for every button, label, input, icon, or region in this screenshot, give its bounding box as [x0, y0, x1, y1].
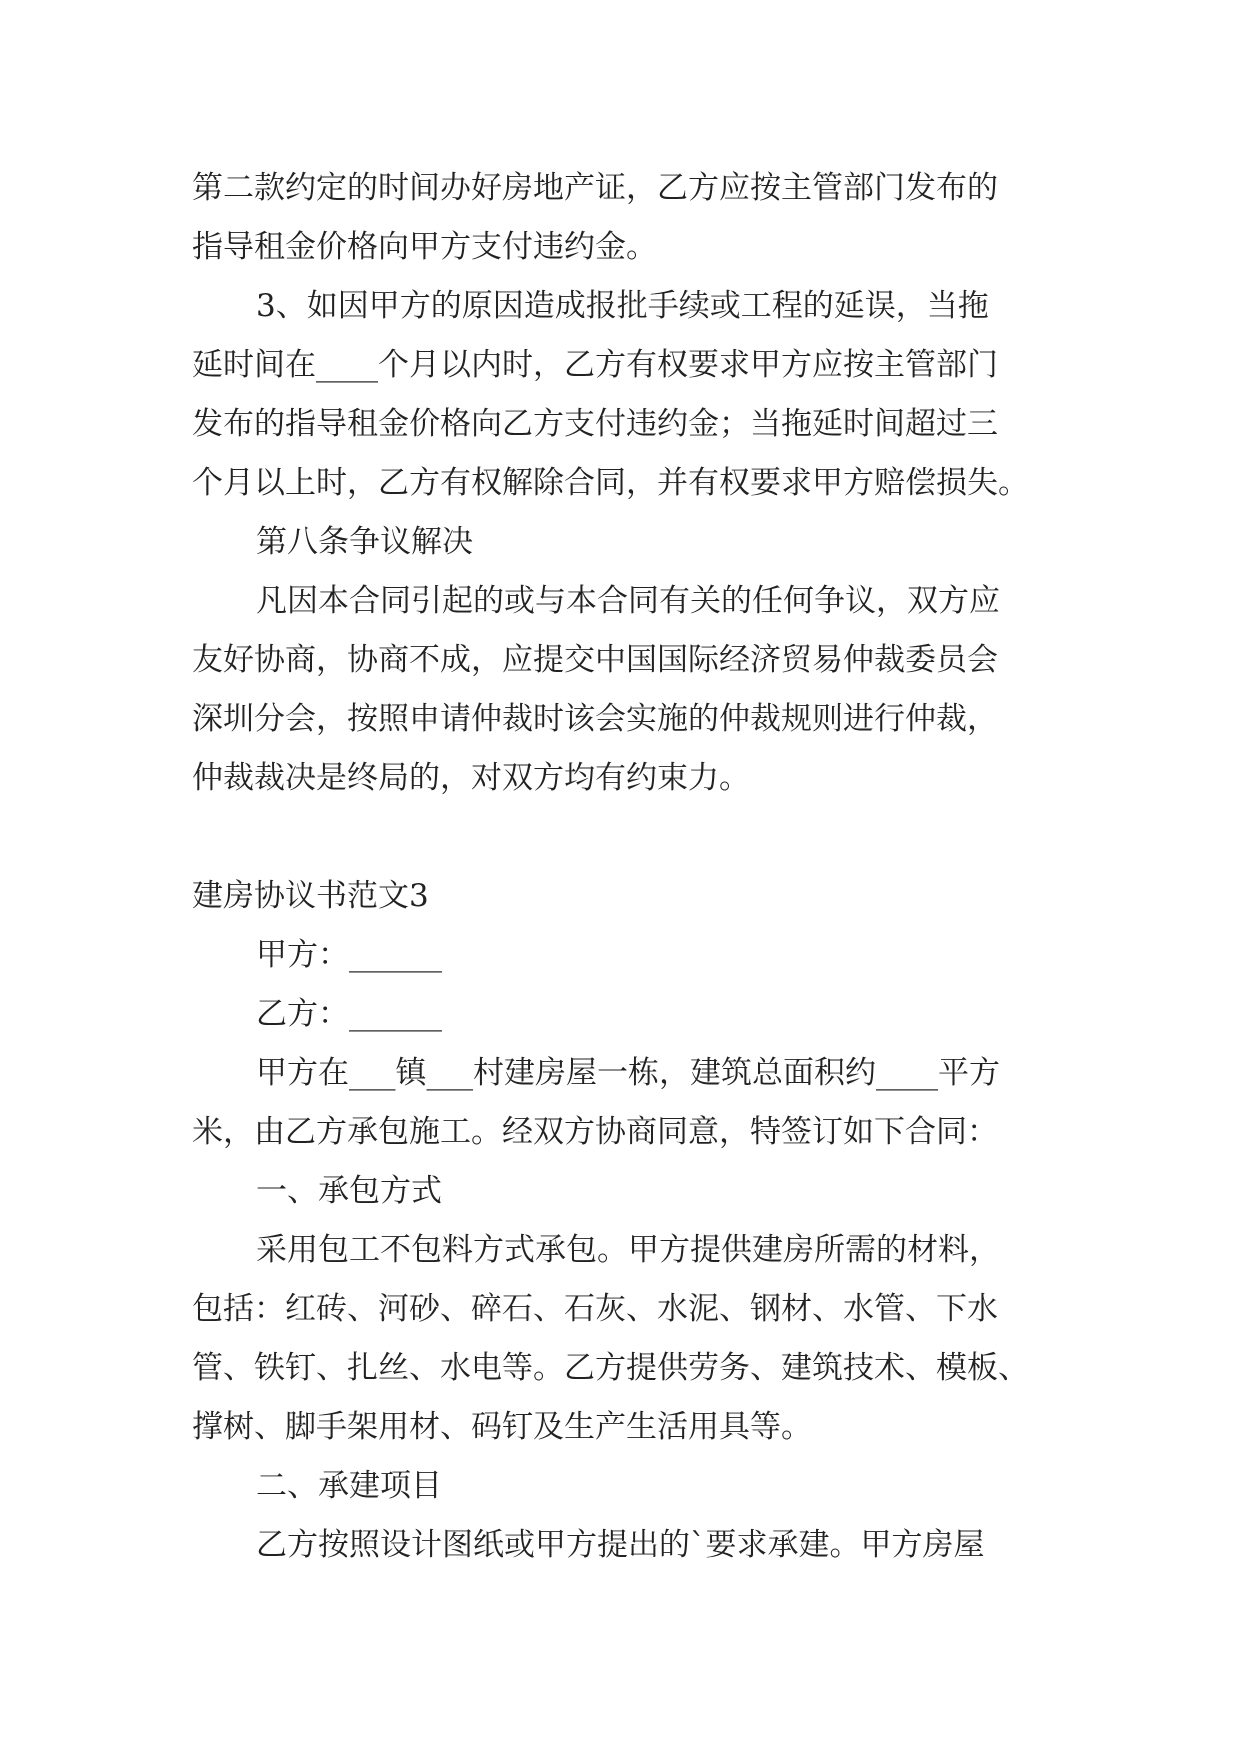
paragraph-line: 管、铁钉、扎丝、水电等。乙方提供劳务、建筑技术、模板、: [192, 1350, 1029, 1386]
paragraph-line: 甲方在___镇___村建房屋一栋，建筑总面积约____平方: [256, 1055, 1000, 1091]
party-a-line: 甲方：______: [256, 937, 442, 973]
document-body: [192, 159, 1072, 1575]
paragraph-line: 仲裁裁决是终局的，对双方均有约束力。: [192, 760, 750, 796]
section-spacer: [192, 808, 1072, 867]
paragraph-line: 3、如因甲方的原因造成报批手续或工程的延误，当拖: [256, 288, 989, 324]
section-title: 建房协议书范文3: [192, 878, 429, 914]
article-heading: 第八条争议解决: [256, 524, 473, 560]
party-b-line: 乙方：______: [256, 996, 442, 1032]
paragraph-line: 延时间在____个月以内时，乙方有权要求甲方应按主管部门: [192, 347, 998, 383]
paragraph-line: 第二款约定的时间办好房地产证，乙方应按主管部门发布的: [192, 170, 998, 206]
paragraph-line: 米，由乙方承包施工。经双方协商同意，特签订如下合同：: [192, 1114, 998, 1150]
paragraph-line: 乙方按照设计图纸或甲方提出的`要求承建。甲方房屋: [256, 1527, 985, 1563]
paragraph-line: 指导租金价格向甲方支付违约金。: [192, 229, 657, 265]
paragraph-line: 深圳分会，按照申请仲裁时该会实施的仲裁规则进行仲裁，: [192, 701, 998, 737]
paragraph-line: 发布的指导租金价格向乙方支付违约金；当拖延时间超过三: [192, 406, 998, 442]
paragraph-line: 撑树、脚手架用材、码钉及生产生活用具等。: [192, 1409, 812, 1445]
paragraph-line: 采用包工不包料方式承包。甲方提供建房所需的材料，: [256, 1232, 1000, 1268]
clause-heading: 二、承建项目: [256, 1468, 442, 1504]
clause-heading: 一、承包方式: [256, 1173, 442, 1209]
paragraph-line: 个月以上时，乙方有权解除合同，并有权要求甲方赔偿损失。: [192, 465, 1029, 501]
paragraph-line: 友好协商，协商不成，应提交中国国际经济贸易仲裁委员会: [192, 642, 998, 678]
paragraph-line: 包括：红砖、河砂、碎石、石灰、水泥、钢材、水管、下水: [192, 1291, 998, 1327]
paragraph-line: 凡因本合同引起的或与本合同有关的任何争议，双方应: [256, 583, 1000, 619]
